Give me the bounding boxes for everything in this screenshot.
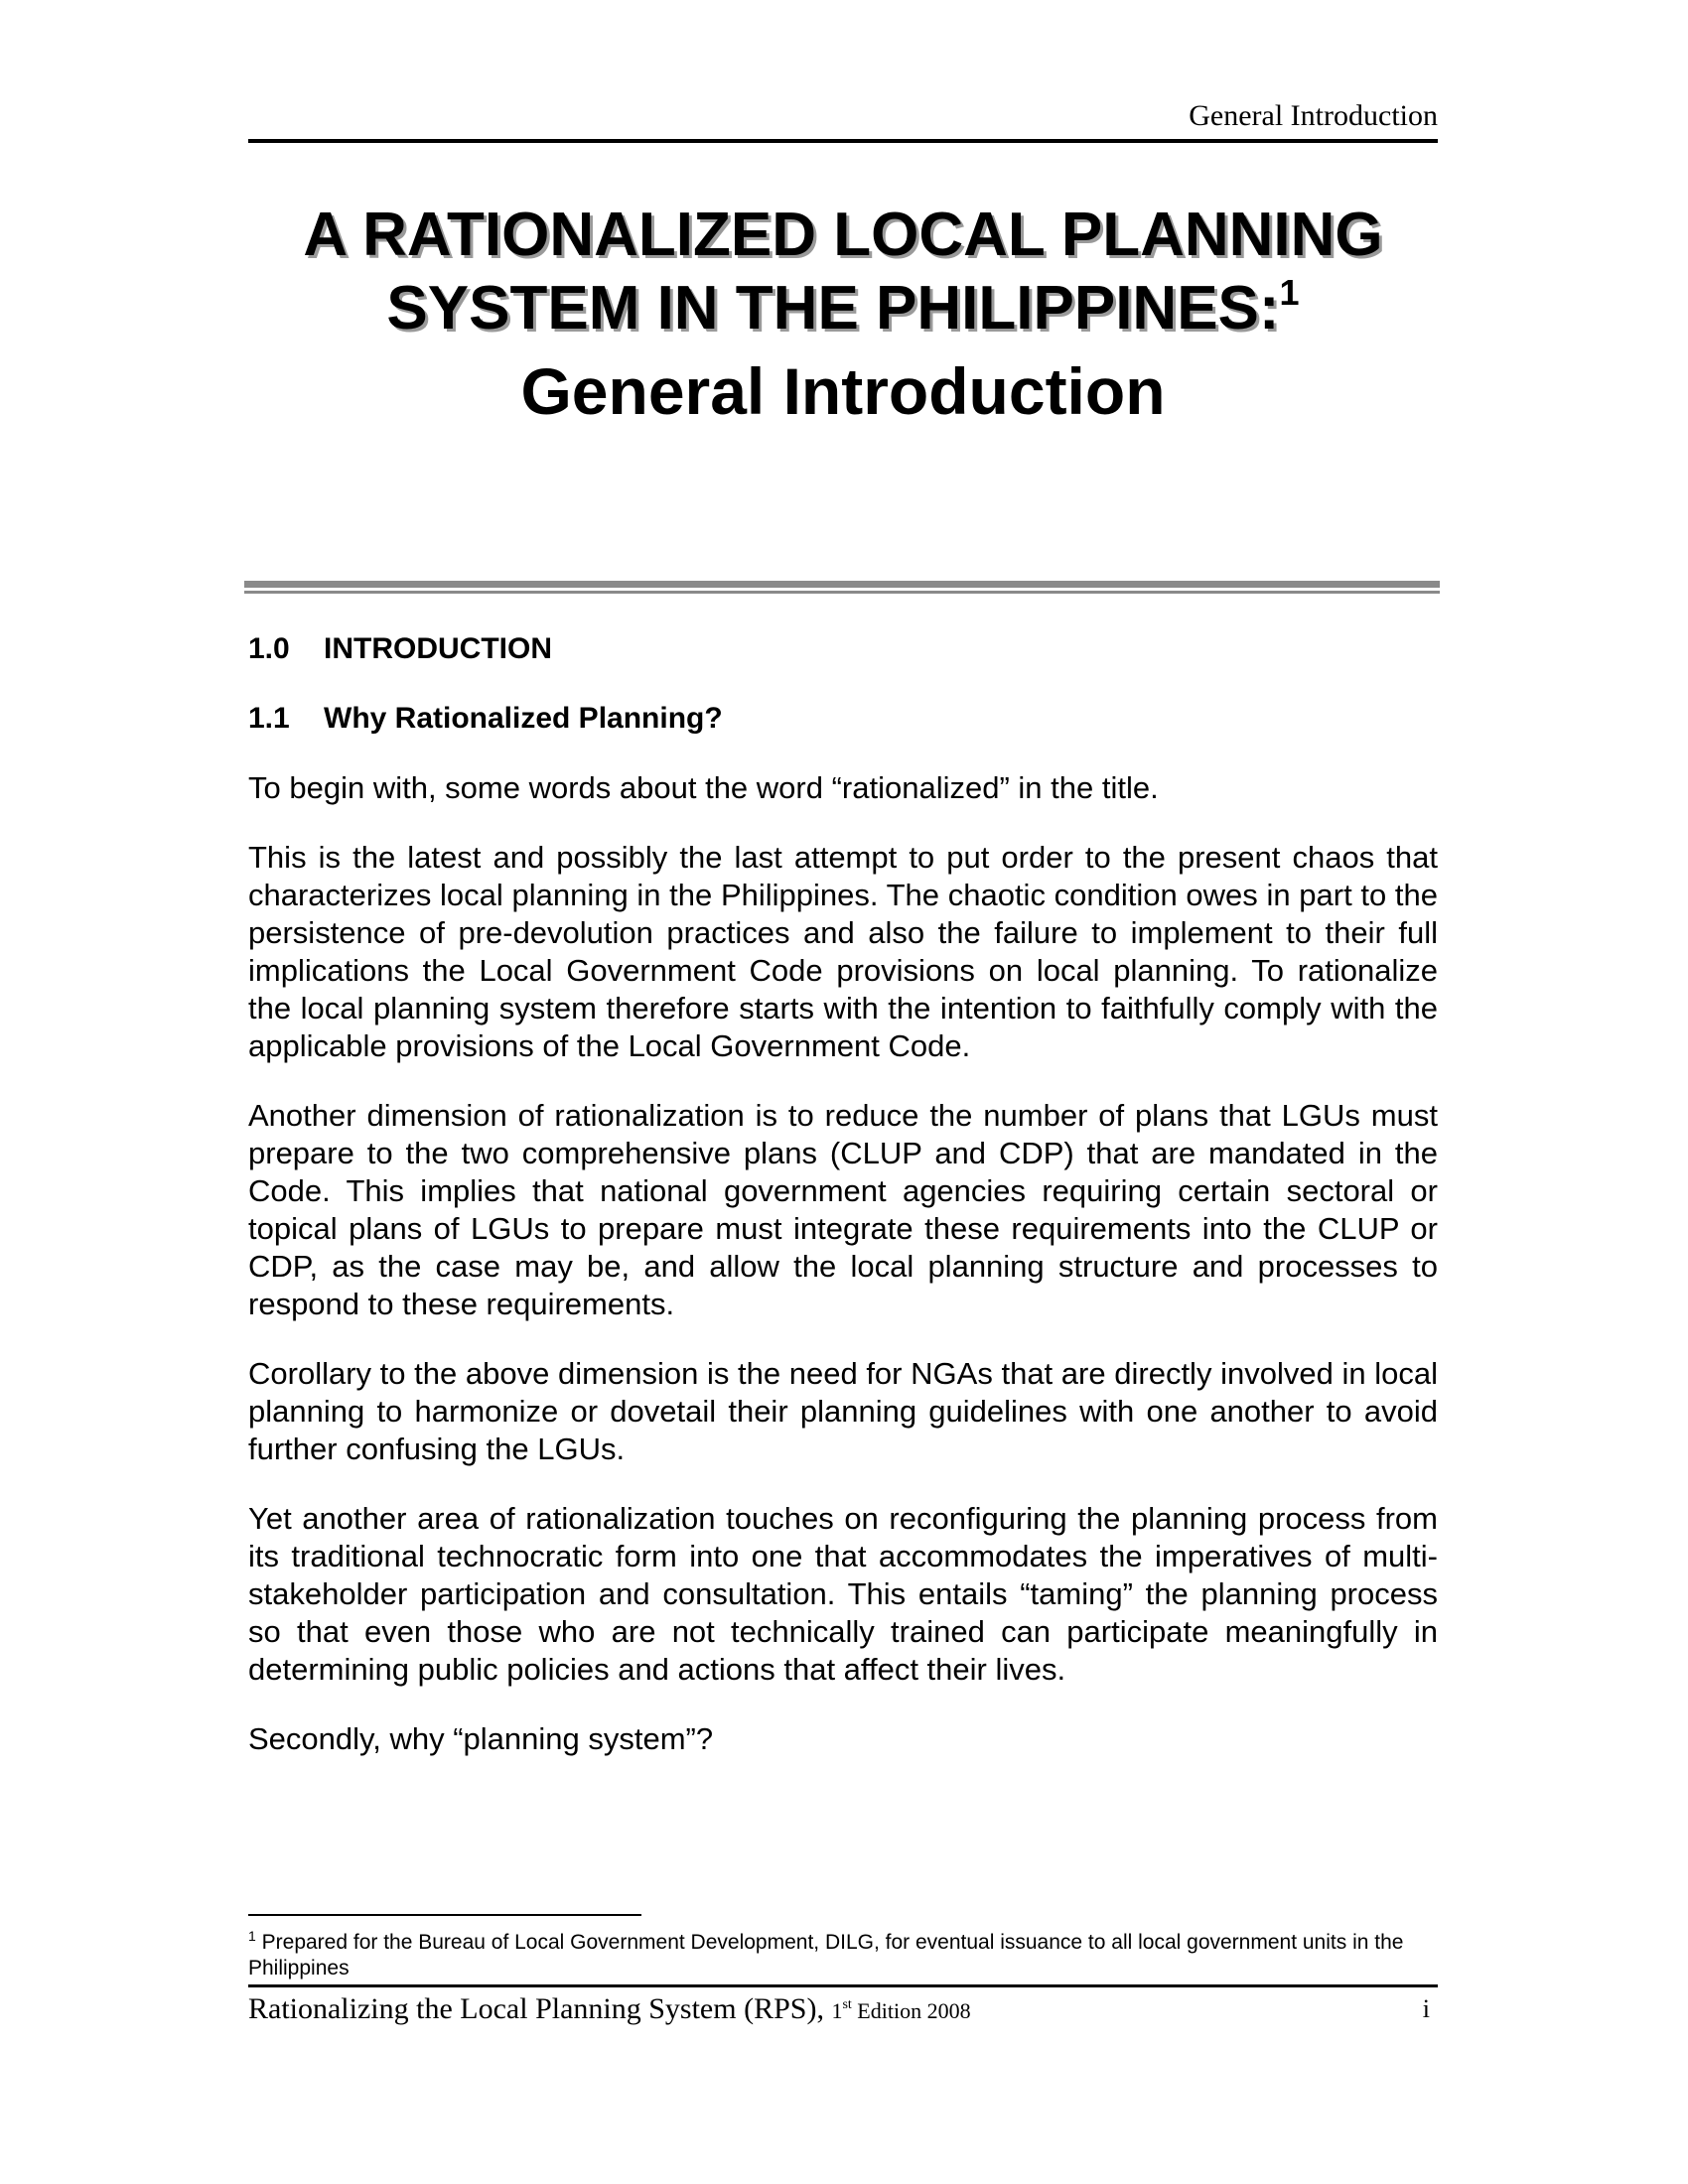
body-content: [248, 630, 1438, 1758]
section-title: INTRODUCTION: [324, 632, 552, 665]
paragraph: Another dimension of rationalization is to reduce the number of plans that LGUs must prepare to the two comprehensive plans (CLUP and CDP) that are mandated in the Code. This implies that national government agencies requiring certain sectoral or topical plans of LGUs to prepare must integrate these requirements into the CLUP or CDP, as the case may be, and allow the local planning structure and processes to respond to these requirements.: [248, 1098, 1438, 1321]
footer-edition-number: 1: [831, 1998, 843, 2023]
section-divider: [244, 581, 1440, 594]
subsection-title: Why Rationalized Planning?: [324, 702, 723, 735]
subsection-heading: [248, 700, 1438, 738]
title-line-2-text: SYSTEM IN THE PHILIPPINES:: [386, 274, 1280, 342]
paragraph: This is the latest and possibly the last attempt to put order to the present chaos that characterizes local planning in the Philippines. The chaotic condition owes in part to the persistence of pre-devolution practices and also the failure to implement to their full implications the Local Government Code provisions on local planning. To rationalize the local planning system therefore starts with the intention to faithfully comply with the applicable provisions of the Local Government Code.: [248, 840, 1438, 1063]
footnote-mark: 1: [248, 1928, 256, 1944]
footer-edition-suffix: st: [842, 1997, 852, 2012]
footer-edition-text: Edition 2008: [857, 1998, 971, 2023]
title-block: [248, 199, 1438, 433]
paragraph: To begin with, some words about the word “rationalized” in the title.: [248, 770, 1159, 805]
footer-rule: [248, 1984, 1438, 1987]
header-rule: [248, 139, 1438, 143]
footer-edition: [831, 1998, 970, 2023]
footnote: [248, 1930, 1438, 1981]
section-heading: [248, 630, 1438, 668]
paragraph: Corollary to the above dimension is the need for NGAs that are directly involved in local planning to harmonize or dovetail their planning guidelines with one another to avoid further confusing the LGUs.: [248, 1356, 1438, 1466]
footer-citation: [248, 1991, 971, 2029]
footnote-rule: [248, 1914, 641, 1916]
subsection-number: 1.1: [248, 702, 290, 735]
footer-publication: Rationalizing the Local Planning System (RPS),: [248, 1992, 824, 2025]
section-number: 1.0: [248, 632, 290, 665]
footnote-text: Prepared for the Bureau of Local Government Development, DILG, for eventual issuance to all local government units in the Philippines: [248, 1931, 1404, 1979]
subtitle: General Introduction: [520, 354, 1166, 428]
running-header: General Introduction: [1189, 99, 1438, 132]
title-line-1: A RATIONALIZED LOCAL PLANNING: [303, 201, 1383, 269]
running-footer: [248, 1991, 1438, 2029]
page-number: i: [1422, 1994, 1430, 2023]
title-footnote-mark[interactable]: 1: [1279, 272, 1300, 313]
paragraph: Yet another area of rationalization touches on reconfiguring the planning process from its traditional technocratic form into one that accommodates the imperatives of multi-stakeholder participation and consultation. This entails “taming” the planning process so that even those who are not technically trained can participate meaningfully in determining public policies and actions that affect their lives.: [248, 1501, 1438, 1687]
paragraph: Secondly, why “planning system”?: [248, 1721, 714, 1756]
title-line-2: [248, 272, 1438, 345]
